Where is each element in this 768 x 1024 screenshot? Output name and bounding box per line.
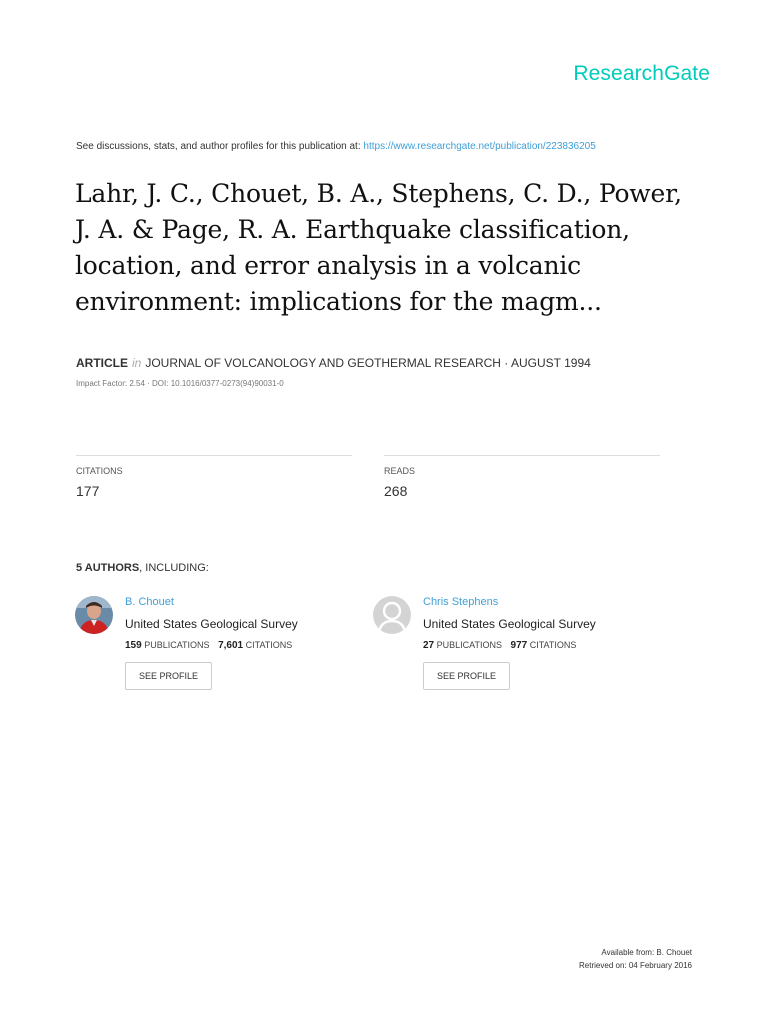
publications-label: PUBLICATIONS — [436, 640, 502, 650]
citations-label: CITATIONS — [76, 466, 123, 476]
author-institution: United States Geological Survey — [423, 617, 596, 631]
availability-footer — [579, 946, 692, 972]
discussion-line — [76, 141, 596, 152]
publications-count: 159 — [125, 640, 142, 651]
publication-title: Lahr, J. C., Chouet, B. A., Stephens, C. D., Power, J. A. & Page, R. A. Earthquake classification, location, and error analysis in a volcanic environment: implications for the magm... — [75, 179, 682, 316]
publications-count: 27 — [423, 640, 435, 651]
author-institution: United States Geological Survey — [125, 617, 298, 631]
publications-label: PUBLICATIONS — [144, 640, 210, 650]
available-from: Available from: B. Chouet — [601, 948, 692, 957]
see-profile-button[interactable]: SEE PROFILE — [423, 662, 510, 690]
authors-suffix: , INCLUDING: — [139, 562, 209, 574]
in-label: in — [132, 356, 142, 370]
citations-value: 177 — [76, 483, 100, 499]
citations-count-label: CITATIONS — [245, 640, 293, 650]
see-profile-button[interactable]: SEE PROFILE — [125, 662, 212, 690]
article-type: ARTICLE — [76, 356, 128, 370]
author-name-link[interactable]: Chris Stephens — [423, 596, 499, 608]
retrieved-on: Retrieved on: 04 February 2016 — [579, 961, 692, 970]
citations-count: 7,601 — [218, 640, 244, 651]
author-counts — [125, 640, 345, 651]
author-counts — [423, 640, 643, 651]
reads-label: READS — [384, 466, 416, 476]
citations-count-label: CITATIONS — [529, 640, 577, 650]
discussion-text: See discussions, stats, and author profiles for this publication at: — [76, 141, 364, 152]
reads-stat — [384, 455, 660, 499]
authors-heading — [76, 562, 209, 574]
publication-link[interactable]: https://www.researchgate.net/publication/223836205 — [363, 141, 596, 152]
citations-stat — [76, 455, 352, 499]
authors-count: 5 AUTHORS — [76, 562, 140, 574]
author-name-link[interactable]: B. Chouet — [125, 596, 174, 608]
author-photo-icon — [75, 596, 113, 634]
citations-count: 977 — [510, 640, 528, 651]
researchgate-logo: ResearchGate — [573, 62, 710, 85]
reads-value: 268 — [384, 483, 408, 499]
author-avatar[interactable] — [373, 596, 411, 634]
author-avatar[interactable] — [75, 596, 113, 634]
default-user-icon — [373, 596, 411, 634]
journal-name: JOURNAL OF VOLCANOLOGY AND GEOTHERMAL RESEARCH · AUGUST 1994 — [145, 356, 591, 370]
author-info — [423, 596, 643, 690]
author-info — [125, 596, 345, 690]
impact-doi: Impact Factor: 2.54 · DOI: 10.1016/0377-0273(94)90031-0 — [76, 379, 284, 388]
article-meta — [76, 356, 591, 370]
